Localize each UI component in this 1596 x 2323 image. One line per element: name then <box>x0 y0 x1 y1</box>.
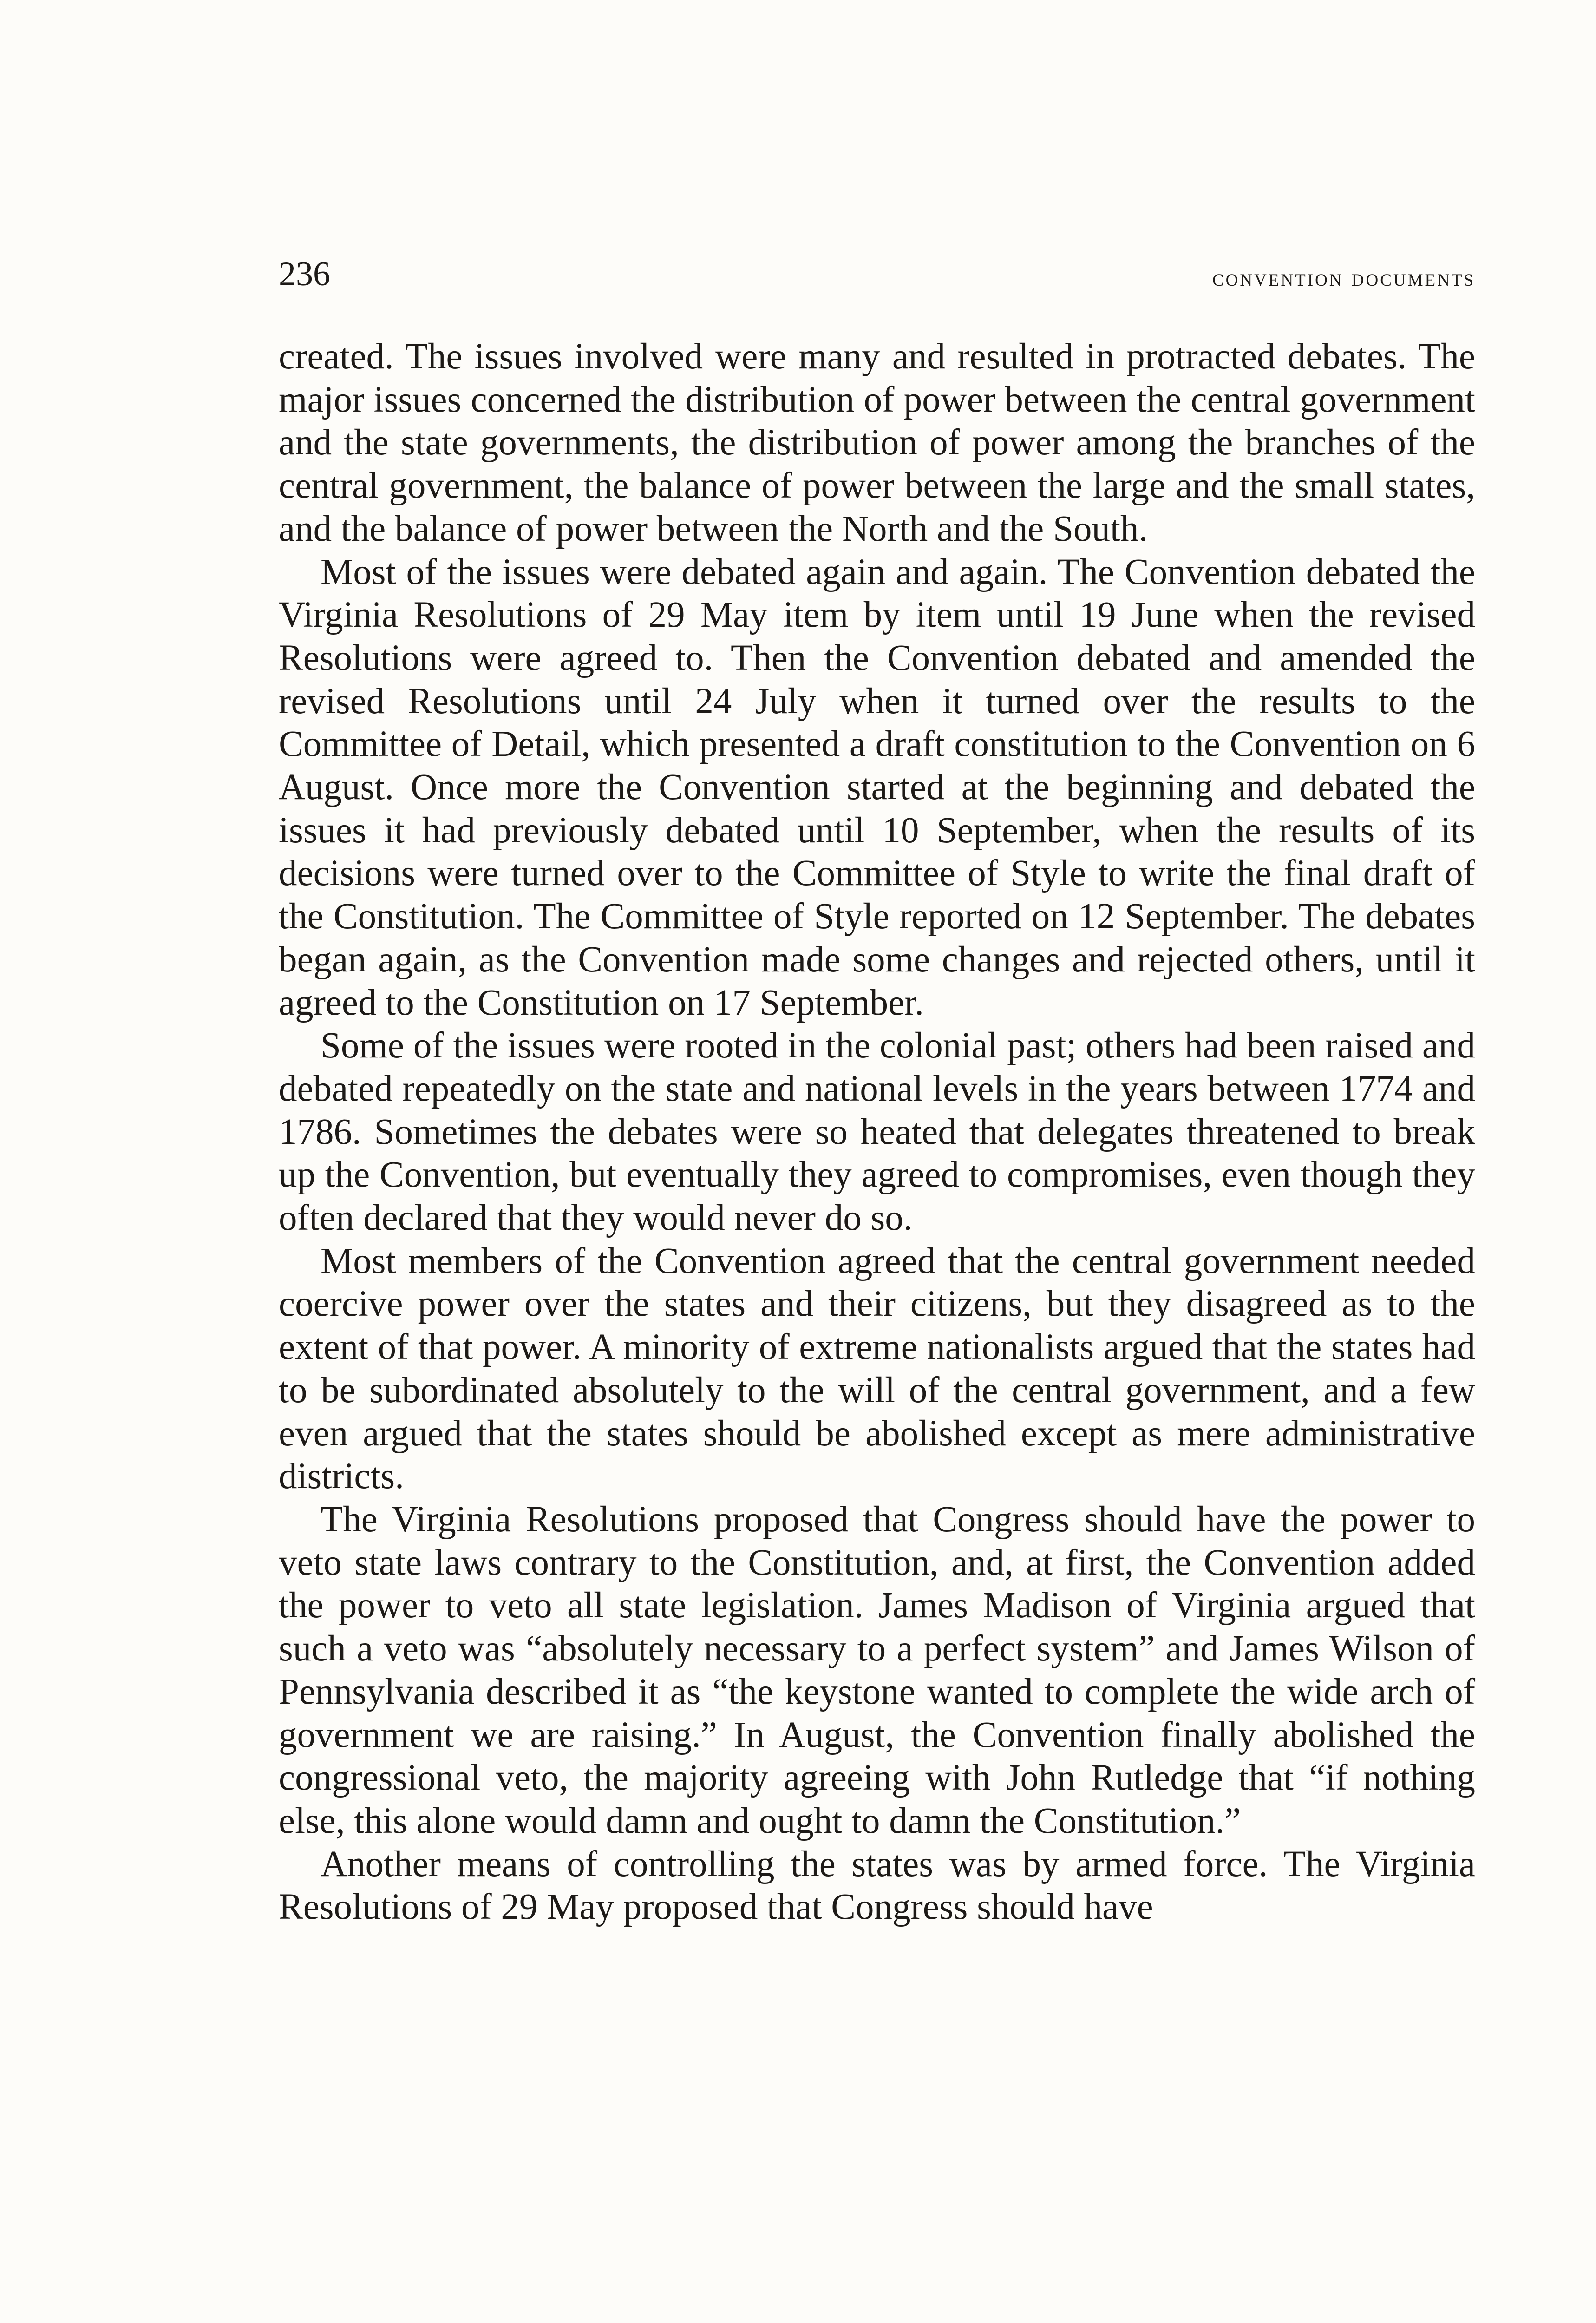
body-text <box>279 335 1475 1929</box>
section-title: convention documents <box>1212 264 1475 291</box>
paragraph-coercive-power: Most members of the Convention agreed that the central government needed coercive power over the states and their citizens, but they disagreed as to the extent of that power. A minority of extreme nationalists argued that the states had to be subordinated absolutely to the will of the central government, and a few even argued that the states should be abolished except as mere administrative districts. <box>279 1240 1475 1497</box>
paragraph-debates-timeline: Most of the issues were debated again and again. The Convention debated the Virginia Resolutions of 29 May item by item until 19 June when the revised Resolutions were agreed to. Then the Convention debated and amended the revised Resolutions until 24 July when it turned over the results to the Committee of Detail, which presented a draft constitution to the Convention on 6 August. Once more the Convention started at the beginning and debated the issues it had previously debated until 10 September, when the results of its decisions were turned over to the Committee of Style to write the final draft of the Constitution. The Committee of Style reported on 12 September. The debates began again, as the Convention made some changes and rejected others, until it agreed to the Constitution on 17 September. <box>279 551 1475 1023</box>
paragraph-continuation: created. The issues involved were many and resulted in protracted debates. The major issues concerned the distribution of power between the central government and the state governments, the distribution of power among the branches of the central government, the balance of power between the large and the small states, and the balance of power between the North and the South. <box>279 336 1475 549</box>
paragraph-colonial-roots: Some of the issues were rooted in the colonial past; others had been raised and debated repeatedly on the state and national levels in the years between 1774 and 1786. Sometimes the debates were so heated that delegates threatened to break up the Convention, but eventually they agreed to compromises, even though they often declared that they would never do so. <box>279 1025 1475 1239</box>
paragraph-armed-force: Another means of controlling the states was by armed force. The Virginia Resolutions of 29 May proposed that Congress should have <box>279 1844 1475 1928</box>
page-number: 236 <box>279 255 330 293</box>
paragraph-congressional-veto: The Virginia Resolutions proposed that Congress should have the power to veto state laws contrary to the Constitution, and, at first, the Convention added the power to veto all state legislation. James Madison of Virginia argued that such a veto was “absolutely necessary to a perfect system” and James Wilson of Pennsylvania described it as “the keystone wanted to complete the wide arch of government we are raising.” In August, the Convention finally abolished the congressional veto, the majority agreeing with John Rutledge that “if nothing else, this alone would damn and ought to damn the Constitution.” <box>279 1499 1475 1841</box>
running-head <box>279 251 1475 297</box>
